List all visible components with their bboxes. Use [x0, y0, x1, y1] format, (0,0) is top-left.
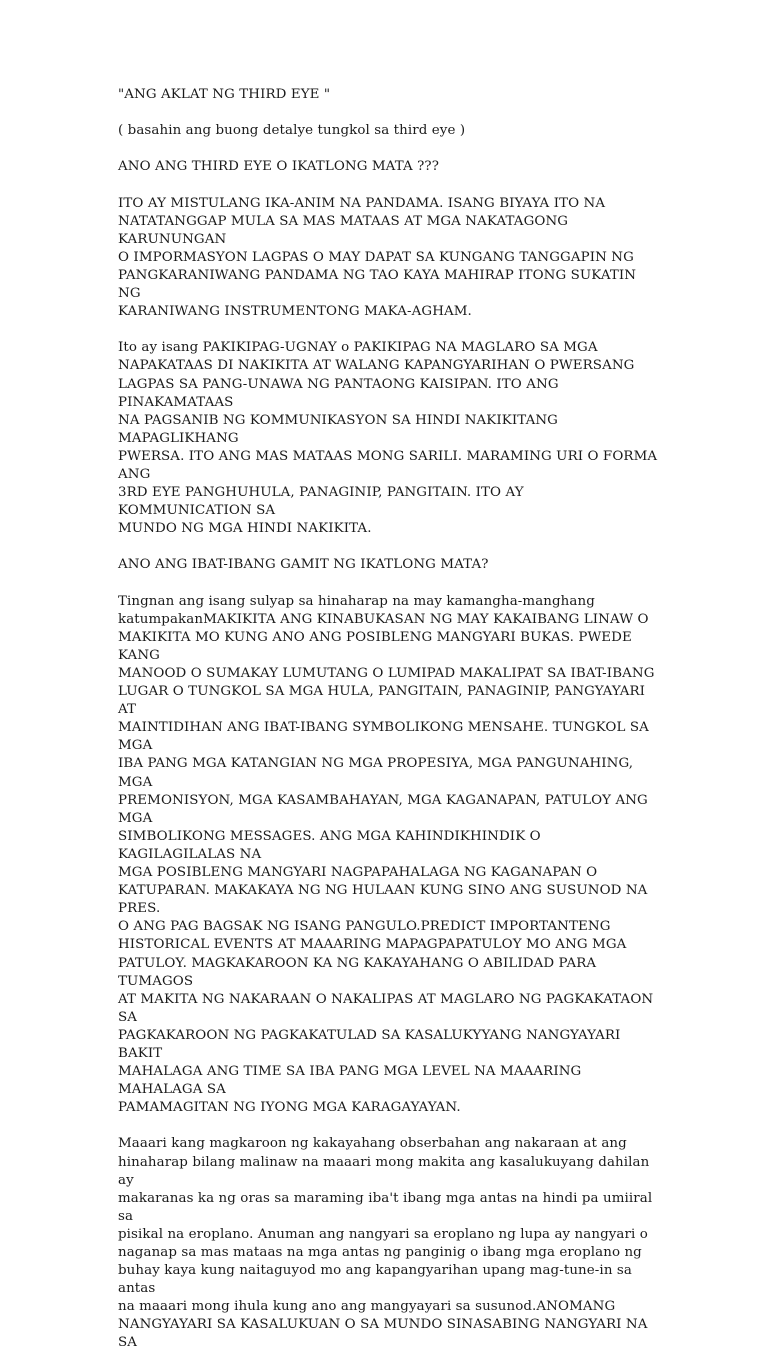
document-page: [118, 86, 658, 1371]
paragraph-communication: Ito ay isang PAKIKIPAG-UGNAY o PAKIKIPAG NA MAGLARO SA MGA NAPAKATAAS DI NAKIKITA AT WALANG KAPANGYARIHAN O PWERSANG LAGPAS SA PANG-UNAWA NG PANTAONG KAISIPAN. ITO ANG PINAKAMATAAS NA PAGSANIB NG KOMMUNIKASYON SA HINDI NAKIKITANG MAPAGLIKHANG PWERSA. ITO ANG MAS MATAAS MONG SARILI. MARAMING URI O FORMA ANG 3RD EYE PANGHUHULA, PANAGINIP, PANGITAIN. ITO AY KOMMUNICATION SA MUNDO NG MGA HINDI NAKIKITA.: [118, 340, 658, 537]
document-title: "ANG AKLAT NG THIRD EYE ": [118, 87, 331, 102]
section-heading-uses: ANO ANG IBAT-IBANG GAMIT NG IKATLONG MATA?: [118, 557, 489, 573]
section-heading-what-is-third-eye: ANO ANG THIRD EYE O IKATLONG MATA ???: [118, 159, 439, 175]
paragraph-definition: ITO AY MISTULANG IKA-ANIM NA PANDAMA. ISANG BIYAYA ITO NA NATATANGGAP MULA SA MAS MATAAS AT MGA NAKATAGONG KARUNUNGAN O IMPORMASYON LAGPAS O MAY DAPAT SA KUNGANG TANGGAPIN NG PANGKARANIWANG PANDAMA NG TAO KAYA MAHIRAP ITONG SUKATIN NG KARANIWANG INSTRUMENTONG MAKA-AGHAM.: [118, 195, 637, 320]
document-subtitle: ( basahin ang buong detalye tungkol sa third eye ): [118, 123, 466, 139]
paragraph-past-future: Maaari kang magkaroon ng kakayahang obserbahan ang nakaraan at ang hinaharap bilang malinaw na maaari mong makita ang kasalukuyang dahilan ay makaranas ka ng oras sa maraming iba't ibang mga antas na hindi pa umiiral sa pisikal na eroplano. Anuman ang nangyari sa eroplano ng lupa ay nangyari o naganap sa mas mataas na mga antas ng panginig o ibang mga eroplano ng buhay kaya kung naitaguyod mo ang kapangyarihan upang mag-tune-in sa antas na maaari mong ihula kung ano ang mangyayari sa susunod.ANOMANG NANGYAYARI SA KASALUKUAN O SA MUNDO SINASABING NANGYARI NA SA: [118, 1136, 653, 1351]
paragraph-uses: Tingnan ang isang sulyap sa hinaharap na may kamangha-manghang katumpakanMAKIKITA ANG KINABUKASAN NG MAY KAKAIBANG LINAW O MAKIKITA MO KUNG ANO ANG POSIBLENG MANGYARI BUKAS. PWEDE KANG MANOOD O SUMAKAY LUMUTANG O LUMIPAD MAKALIPAT SA IBAT-IBANG LUGAR O TUNGKOL SA MGA HULA, PANGITAIN, PANAGINIP, PANGYAYARI AT MAINTIDIHAN ANG IBAT-IBANG SYMBOLIKONG MENSAHE. TUNGKOL SA MGA IBA PANG MGA KATANGIAN NG MGA PROPESIYA, MGA PANGUNAHING, MGA PREMONISYON, MGA KASAMBAHAYAN, MGA KAGANAPAN, PATULOY ANG MGA SIMBOLIKONG MESSAGES. ANG MGA KAHINDIKHINDIK O KAGILAGILALAS NA MGA POSIBLENG MANGYARI NAGPAPAHALAGA NG KAGANAPAN O KATUPARAN. MAKAKAYA NG NG HULAAN KUNG SINO ANG SUSUNOD NA PRES. O ANG PAG BAGSAK NG ISANG PANGULO.PREDICT IMPORTANTENG HISTORICAL EVENTS AT MAAARING MAPAGPAPATULOY MO ANG MGA PATULOY. MAGKAKAROON KA NG KAKAYAHANG O ABILIDAD PARA TUMAGOS AT MAKITA NG NAKARAAN O NAKALIPAS AT MAGLARO NG PAGKAKATAON SA PAGKAKAROON NG PAGKAKATULAD SA KASALUKYYANG NANGYAYARI BAKIT MAHALAGA ANG TIME SA IBA PANG MGA LEVEL NA MAAARING MAHALAGA SA PAMAMAGITAN NG IYONG MGA KARAGAYAYAN.: [118, 593, 655, 1116]
